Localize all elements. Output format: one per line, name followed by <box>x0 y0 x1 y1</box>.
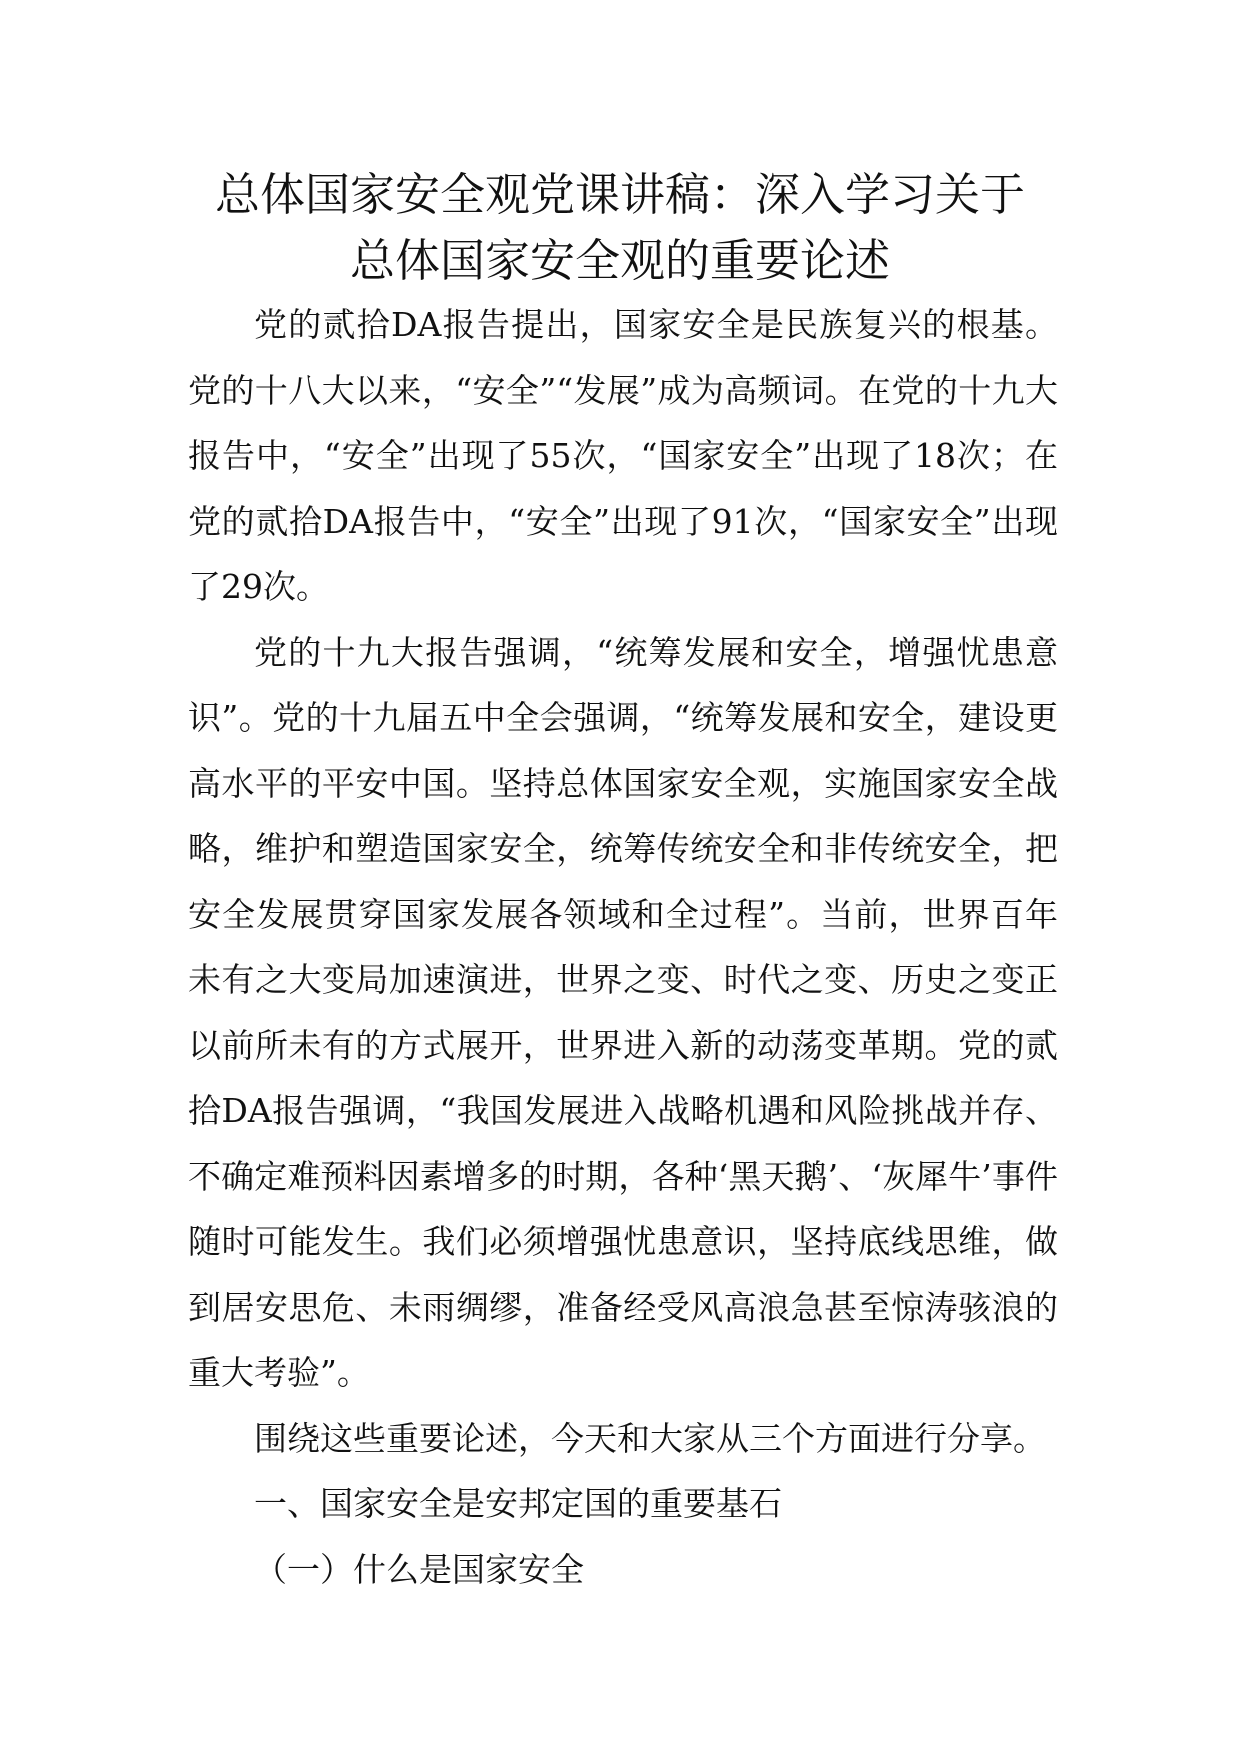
subsection-heading: （一）什么是国家安全 <box>254 1549 584 1589</box>
title-line-2: 总体国家安全观的重要论述 <box>349 234 890 287</box>
document-title <box>150 162 1090 294</box>
paragraph-1: 党的贰拾DA报告提出，国家安全是民族复兴的根基。党的十八大以来，“安全”“发展”成为高频词。在党的十九大报告中，“安全”出现了55次，“国家安全”出现了18次；在党的贰拾DA报告中，“安全”出现了91次，“国家安全”出现了29次。 <box>188 305 1058 606</box>
document-body <box>188 292 1058 1602</box>
paragraph-2: 党的十九大报告强调，“统筹发展和安全，增强忧患意识”。党的十九届五中全会强调，“统筹发展和安全，建设更高水平的平安中国。坚持总体国家安全观，实施国家安全战略，维护和塑造国家安全，统筹传统安全和非传统安全，把安全发展贯穿国家发展各领域和全过程”。当前，世界百年未有之大变局加速演进，世界之变、时代之变、历史之变正以前所未有的方式展开，世界进入新的动荡变革期。党的贰拾DA报告强调，“我国发展进入战略机遇和风险挑战并存、不确定难预料因素增多的时期，各种‘黑天鹅’、‘灰犀牛’事件随时可能发生。我们必须增强忧患意识，坚持底线思维，做到居安思危、未雨绸缪，准备经受风高浪急甚至惊涛骇浪的重大考验”。 <box>188 632 1058 1392</box>
paragraph-3: 围绕这些重要论述，今天和大家从三个方面进行分享。 <box>254 1418 1046 1458</box>
title-line-1: 总体国家安全观党课讲稿：深入学习关于 <box>214 168 1025 221</box>
section-heading: 一、国家安全是安邦定国的重要基石 <box>254 1484 782 1523</box>
